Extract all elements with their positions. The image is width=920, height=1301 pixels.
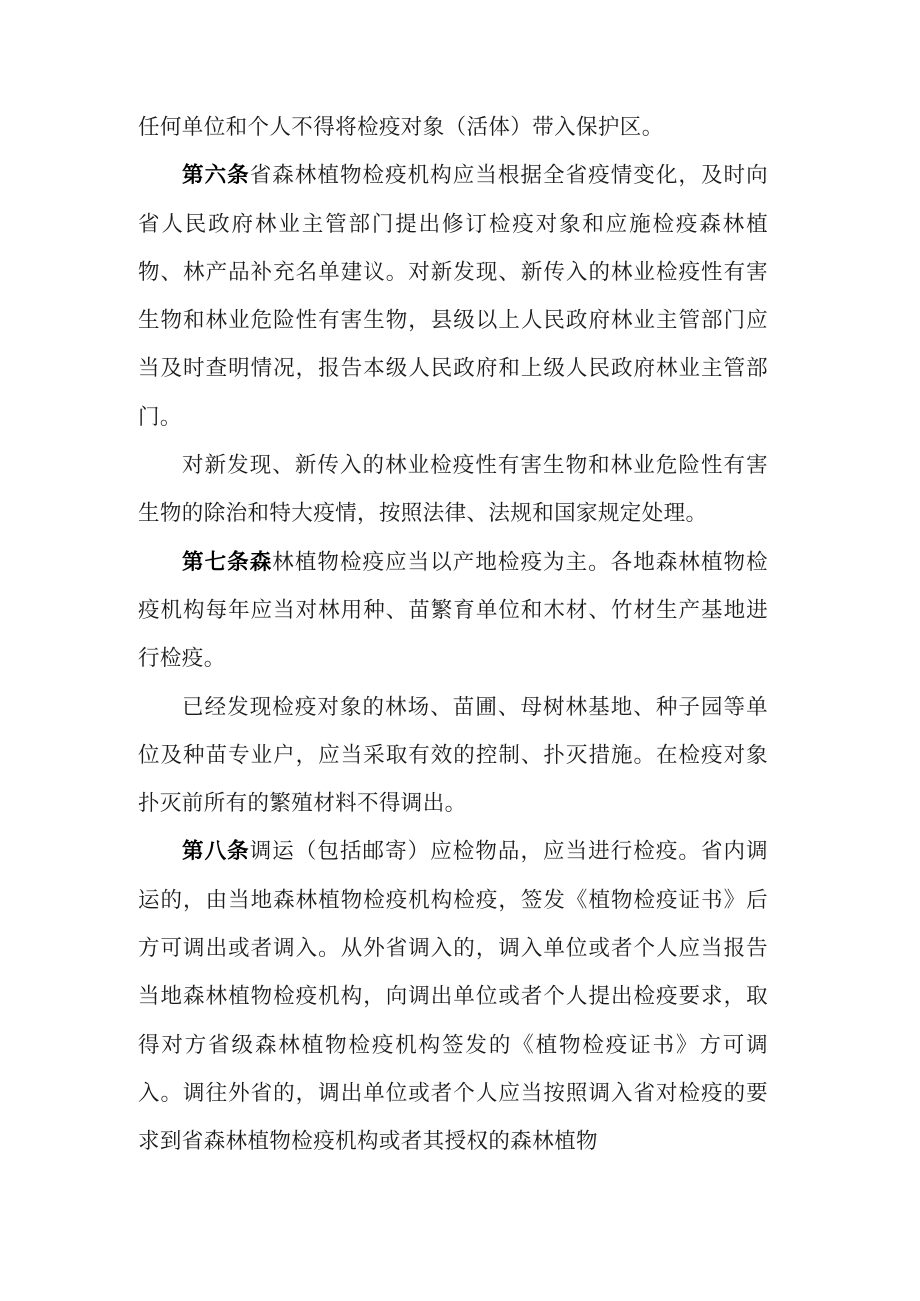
paragraph-article-7 [138, 539, 768, 684]
paragraph-text: 省森林植物检疫机构应当根据全省疫情变化，及时向省人民政府林业主管部门提出修订检疫对象和应施检疫森林植物、林产品补充名单建议。对新发现、新传入的林业检疫性有害生物和林业危险性有害生物，县级以上人民政府林业主管部门应当及时查明情况，报告本级人民政府和上级人民政府林业主管部门。 [138, 163, 769, 430]
article-heading: 第七条森 [182, 549, 273, 575]
paragraph-continuation [138, 104, 768, 152]
paragraph-text: 已经发现检疫对象的林场、苗圃、母树林基地、种子园等单位及种苗专业户，应当采取有效的控制、扑灭措施。在检疫对象扑灭前所有的繁殖材料不得调出。 [138, 694, 768, 817]
article-heading: 第六条 [182, 163, 250, 189]
paragraph-article-6-b [138, 442, 768, 539]
document-body [138, 104, 768, 1167]
article-heading: 第八条 [182, 839, 250, 865]
paragraph-article-6 [138, 152, 768, 442]
paragraph-text: 林植物检疫应当以产地检疫为主。各地森林植物检疫机构每年应当对林用种、苗繁育单位和木材、竹材生产基地进行检疫。 [138, 549, 768, 672]
paragraph-text: 任何单位和个人不得将检疫对象（活体）带入保护区。 [138, 115, 664, 140]
paragraph-text: 调运（包括邮寄）应检物品，应当进行检疫。省内调运的，由当地森林植物检疫机构检疫，签发《植物检疫证书》后方可调出或者调入。从外省调入的，调入单位或者个人应当报告当地森林植物检疫机构，向调出单位或者个人提出检疫要求，取得对方省级森林植物检疫机构签发的《植物检疫证书》方可调入。调往外省的，调出单位或者个人应当按照调入省对检疫的要求到省森林植物检疫机构或者其授权的森林植物 [138, 839, 769, 1155]
paragraph-article-7-b [138, 684, 768, 829]
paragraph-text: 对新发现、新传入的林业检疫性有害生物和林业危险性有害生物的除治和特大疫情，按照法律、法规和国家规定处理。 [138, 453, 768, 527]
paragraph-article-8 [138, 828, 768, 1166]
